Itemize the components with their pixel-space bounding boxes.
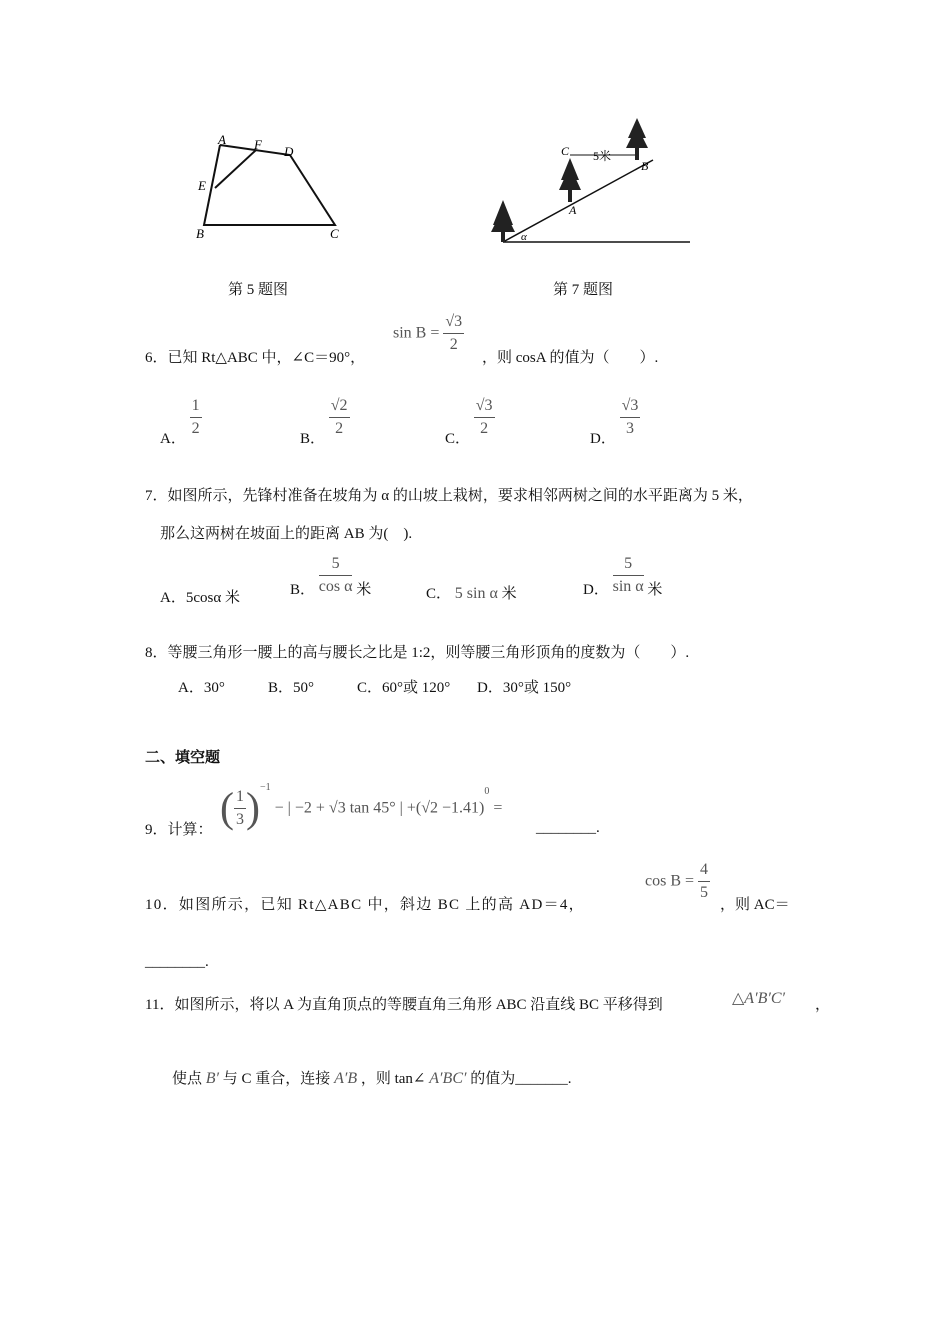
q9-right-paren: ) [246, 785, 260, 832]
q9-exponent-zero: 0 [484, 786, 490, 797]
fig5-label-c: C [330, 226, 339, 241]
q6-option-b: B． $\frac{√2}{2}$ [300, 397, 348, 447]
tree-icon [626, 118, 648, 160]
q6-option-d: D． $\frac{√3}{3}$ [590, 397, 639, 447]
q6-stem: 6．已知 Rt△ABC 中，∠C＝90°， [145, 350, 366, 366]
q9-expr-rest: − | −2 + √3 tan 45° | +(√2 −1.41) [274, 799, 485, 817]
q8-option-b: B．50° [268, 680, 315, 696]
q6-suffix: ，则 cosA 的值为（ ）. [482, 350, 659, 366]
q10-blank: ________. [145, 954, 209, 970]
q8-option-a: A．30° [178, 680, 225, 696]
q6-given [393, 314, 464, 353]
q8-stem: 8．等腰三角形一腰上的高与腰长之比是 1:2，则等腰三角形顶角的度数为（ ）. [145, 645, 690, 661]
q11-triangle: △A′B′C′ [732, 990, 786, 1007]
q6-option-c: C． $\frac{√3}{2}$ [445, 397, 493, 447]
q9-exponent: −1 [260, 782, 271, 793]
q7-option-d: D． $\frac{5}{\text{sin α}}$ 米 [583, 555, 663, 598]
fig7-label-c: C [561, 144, 570, 158]
tree-icon [559, 158, 581, 202]
q11-a-prime-b: A′B [334, 1070, 358, 1087]
q11-line1: 11．如图所示，将以 A 为直角顶点的等腰直角三角形 ABC 沿直线 BC 平移得到 [145, 997, 663, 1013]
fig7-dist-label: 5米 [593, 149, 612, 163]
q8-option-c: C．60°或 120° [357, 680, 451, 696]
q10-suffix: ，则 AC＝ [720, 897, 790, 913]
fig7-label-a: A [569, 203, 577, 217]
fig5-label-d: D [284, 144, 294, 159]
q11-b-prime: B′ [205, 1070, 220, 1087]
q7-option-b: B． $\frac{5}{\text{cos α}}$ 米 [290, 555, 372, 598]
q7-line1: 7．如图所示，先锋村准备在坡角为 α 的山坡上栽树，要求相邻两树之间的水平距离为 5 米， [145, 488, 753, 504]
q9-left-paren: ( [220, 785, 234, 832]
figure-7-slope [485, 110, 695, 250]
fig7-slope-line [503, 160, 653, 242]
q9-expression [220, 782, 502, 832]
q11-angle: A′BC′ [429, 1070, 467, 1087]
section-title: 二、填空题 [145, 750, 221, 766]
figure-7-caption: 第 7 题图 [553, 282, 614, 298]
q7-line2: 那么这两树在坡面上的距离 AB 为( ). [160, 526, 413, 542]
q8-option-d: D．30°或 150° [477, 680, 572, 696]
q9-prefix: 9．计算： [145, 822, 213, 838]
tree-icon [491, 200, 515, 242]
q6-option-a: A． $\frac{1}{2}$ [160, 397, 200, 447]
q11-blank: _______. [515, 1071, 572, 1087]
fig5-label-a: A [218, 132, 226, 147]
fig7-label-b: B [641, 159, 649, 173]
q10-given: cos B = $\frac{4}{5}$ [645, 861, 709, 901]
q9-blank: ________. [536, 820, 600, 836]
q9-fraction: $\frac{1}{3}$ [236, 787, 244, 828]
q10-stem: 10．如图所示，已知 Rt△ABC 中，斜边 BC 上的高 AD＝4， [145, 897, 585, 913]
q7-option-c: C． 5 sin α 米 [426, 585, 517, 602]
fig5-outline [204, 145, 335, 225]
figure-5-caption: 第 5 题图 [228, 282, 289, 298]
q7-option-a: A．5cosα 米 [160, 590, 240, 606]
fig5-label-e: E [198, 178, 206, 193]
q6-given-lhs: sin B = [393, 324, 440, 342]
fig7-label-alpha: α [521, 231, 527, 243]
figure-5-quadrilateral [190, 130, 350, 245]
q11-line2: 使点 B′ 与 C 重合，连接 A′B ，则 tan∠ A′BC′ 的值为_______. [172, 1070, 572, 1087]
fig5-label-f: F [254, 137, 262, 152]
q9-equals: = [493, 799, 503, 817]
fig5-segment-ef [215, 150, 256, 188]
fig5-label-b: B [196, 226, 204, 241]
q6-given-fraction: $\frac{√3}{2}$ [445, 313, 463, 353]
q11-comma: ， [815, 997, 831, 1013]
